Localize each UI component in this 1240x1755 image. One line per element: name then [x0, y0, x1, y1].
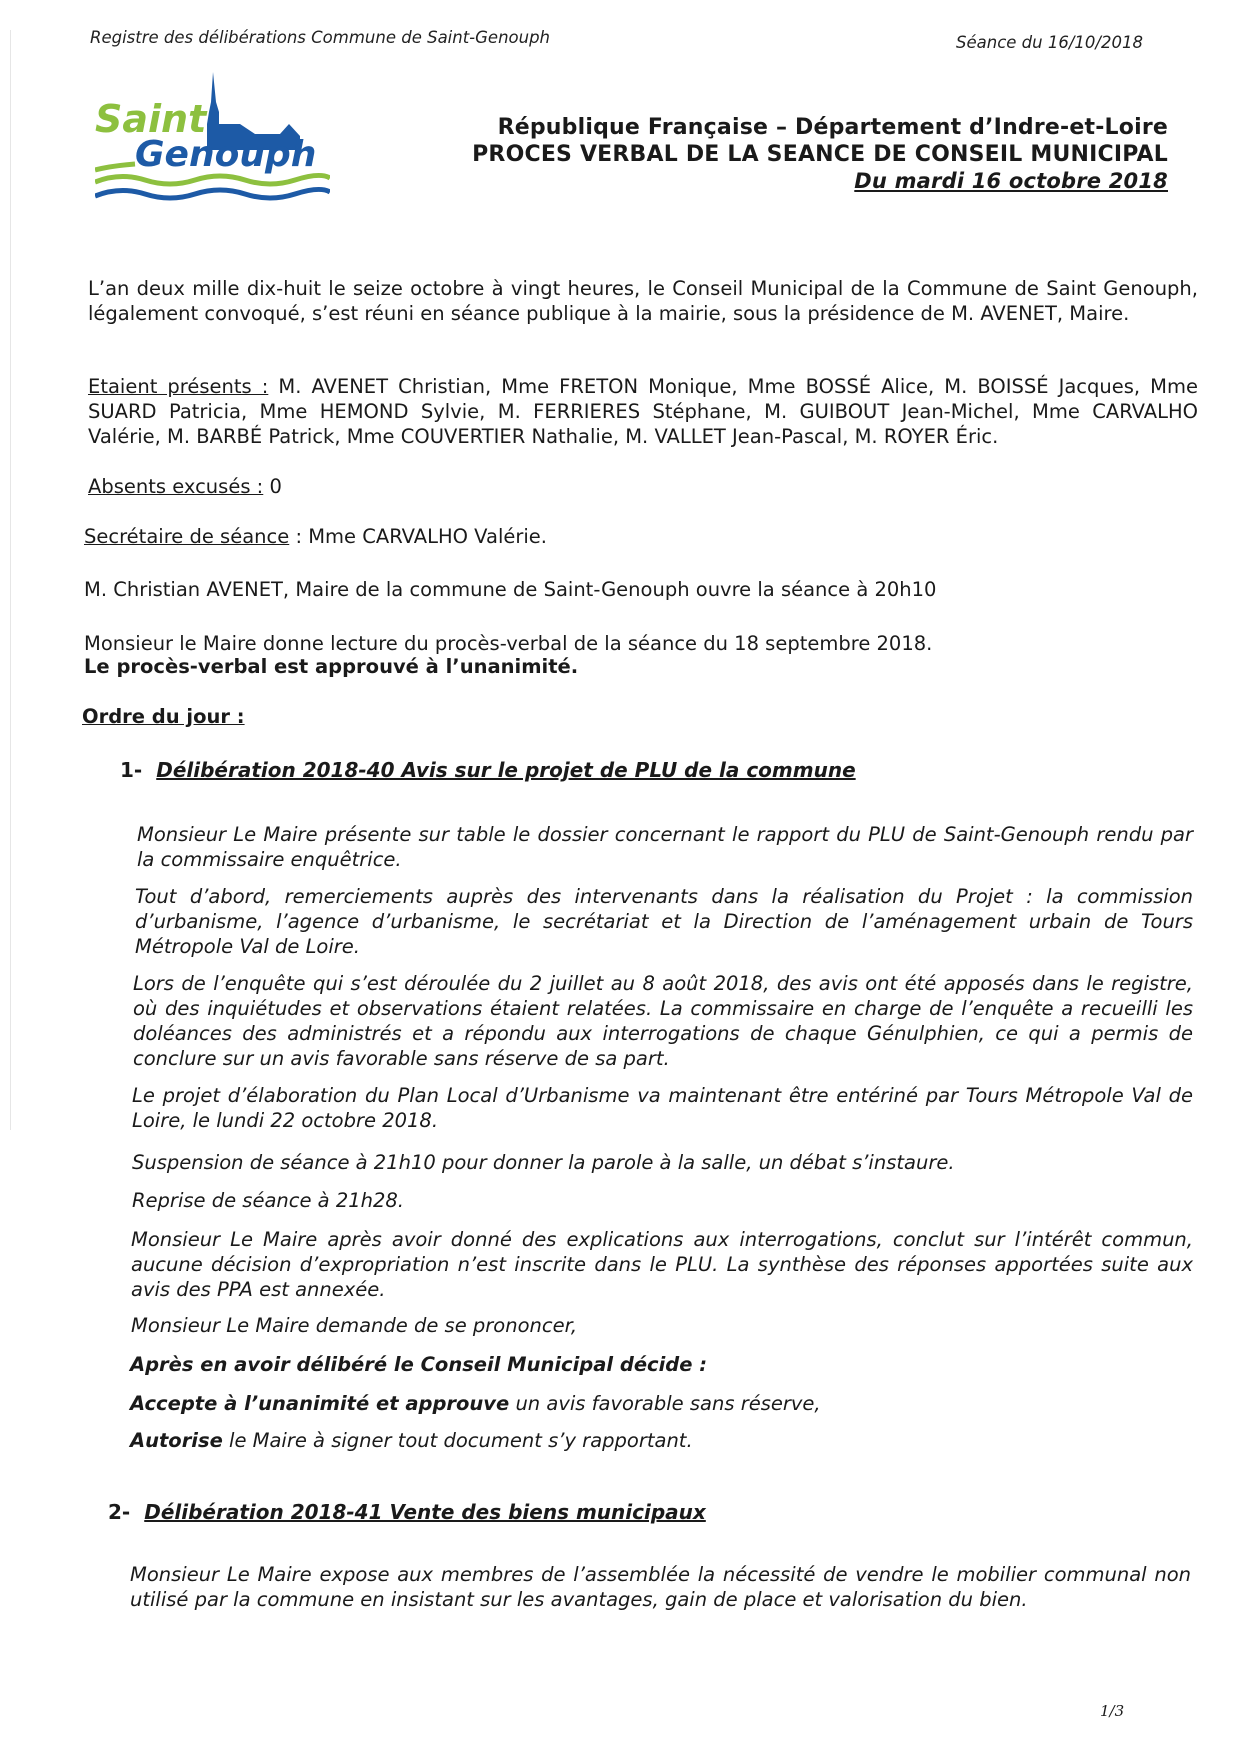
decision-authorize [130, 1428, 1192, 1453]
item-number: 1- [120, 758, 143, 782]
presents-paragraph [88, 374, 1198, 449]
svg-text:Saint: Saint [95, 97, 207, 141]
decision-intro: Après en avoir délibéré le Conseil Municipal décide : [130, 1353, 708, 1376]
secretary-label: Secrétaire de séance [84, 525, 290, 548]
reading-line: Monsieur le Maire donne lecture du procès-verbal de la séance du 18 septembre 2018. [84, 632, 933, 655]
absents-line [88, 474, 688, 499]
document-title [472, 114, 1168, 195]
title-line-1: République Française – Département d’Indre-et-Loire [497, 115, 1168, 140]
item-2-paragraph: Monsieur Le Maire expose aux membres de l’assemblée la nécessité de vendre le mobilier communal non utilisé par la commune en insistant sur les avantages, gain de place et valorisation du bien. [130, 1563, 1191, 1611]
decision-accept-bold: Accepte à l’unanimité et approuve [130, 1392, 510, 1415]
title-date: Du mardi 16 octobre 2018 [854, 169, 1168, 193]
presents-label: Etaient présents : [88, 375, 269, 398]
item-title: Délibération 2018-41 Vente des biens municipaux [144, 1500, 706, 1524]
agenda-item-2-heading [108, 1500, 706, 1524]
svg-text:Genouph: Genouph [135, 134, 317, 175]
item-title: Délibération 2018-40 Avis sur le projet de PLU de la commune [156, 758, 856, 782]
item-1-paragraph: Suspension de séance à 21h10 pour donner la parole à la salle, un débat s’instaure. [132, 1151, 955, 1174]
item-number: 2- [108, 1500, 131, 1524]
item-1-paragraph: Tout d’abord, remerciements auprès des intervenants dans la réalisation du Projet : la commission d’urbanisme, l’agence d’urbanisme, le secrétariat et la Direction de l’aménagement urbain de Tours Métropole Val de Loire. [135, 885, 1193, 958]
item-1-paragraph: Reprise de séance à 21h28. [132, 1189, 405, 1212]
agenda-label: Ordre du jour : [82, 705, 245, 728]
session-header: Séance du 16/10/2018 [956, 33, 1143, 52]
register-header: Registre des délibérations Commune de Saint-Genouph [90, 28, 551, 47]
item-1-paragraph: Le projet d’élaboration du Plan Local d’Urbanisme va maintenant être entériné par Tours Métropole Val de Loire, le lundi 22 octobre 2018. [132, 1084, 1193, 1132]
decision-authorize-rest: le Maire à signer tout document s’y rapportant. [222, 1429, 693, 1452]
presents-list: M. AVENET Christian, Mme FRETON Monique, Mme BOSSÉ Alice, M. BOISSÉ Jacques, Mme SUARD Patricia, Mme HEMOND Sylvie, M. FERRIERES Stéphane, M. GUIBOUT Jean-Michel, Mme CARVALHO Valérie, M. BARBÉ Patrick, Mme COUVERTIER Nathalie, M. VALLET Jean-Pascal, M. ROYER Éric. [88, 375, 1198, 448]
item-1-paragraph: Monsieur Le Maire présente sur table le dossier concernant le rapport du PLU de Saint-Genouph rendu par la commissaire enquêtrice. [137, 823, 1193, 871]
approved-line: Le procès-verbal est approuvé à l’unanimité. [84, 655, 579, 678]
decision-authorize-bold: Autorise [130, 1429, 223, 1452]
item-1-paragraph: Lors de l’enquête qui s’est déroulée du 2 juillet au 8 août 2018, des avis ont été apposés dans le registre, où des inquiétudes et observations étaient relatées. La commissaire en charge de l’enquête a recueilli les doléances des administrés et a répondu aux interrogations de chaque Génulphien, ce qui a permis de conclure sur un avis favorable sans réserve de sa part. [133, 972, 1193, 1070]
page-number: 1/3 [1100, 1702, 1125, 1720]
decision-accept [130, 1391, 1192, 1416]
agenda-item-1-heading [120, 758, 856, 782]
absents-label: Absents excusés : [88, 475, 264, 498]
intro-paragraph: L’an deux mille dix-huit le seize octobre à vingt heures, le Conseil Municipal de la Commune de Saint Genouph, légalement convoqué, s’est réuni en séance publique à la mairie, sous la présidence de M. AVENET, Maire. [88, 277, 1198, 325]
absents-value: 0 [263, 475, 282, 498]
decision-accept-rest: un avis favorable sans réserve, [509, 1392, 821, 1415]
item-1-paragraph: Monsieur Le Maire après avoir donné des explications aux interrogations, conclut sur l’intérêt commun, aucune décision d’expropriation n’est inscrite dans le PLU. La synthèse des réponses apportées suite aux avis des PPA est annexée. [131, 1228, 1193, 1301]
church-logo-icon [95, 72, 330, 207]
secretary-value: : Mme CARVALHO Valérie. [289, 525, 547, 548]
secretary-line [84, 524, 884, 549]
opening-line: M. Christian AVENET, Maire de la commune de Saint-Genouph ouvre la séance à 20h10 [84, 578, 937, 601]
title-line-2: PROCES VERBAL DE LA SEANCE DE CONSEIL MUNICIPAL [472, 142, 1168, 167]
scan-edge [10, 30, 11, 1130]
item-1-paragraph: Monsieur Le Maire demande de se prononcer, [131, 1314, 578, 1337]
saint-genouph-logo [95, 72, 330, 207]
